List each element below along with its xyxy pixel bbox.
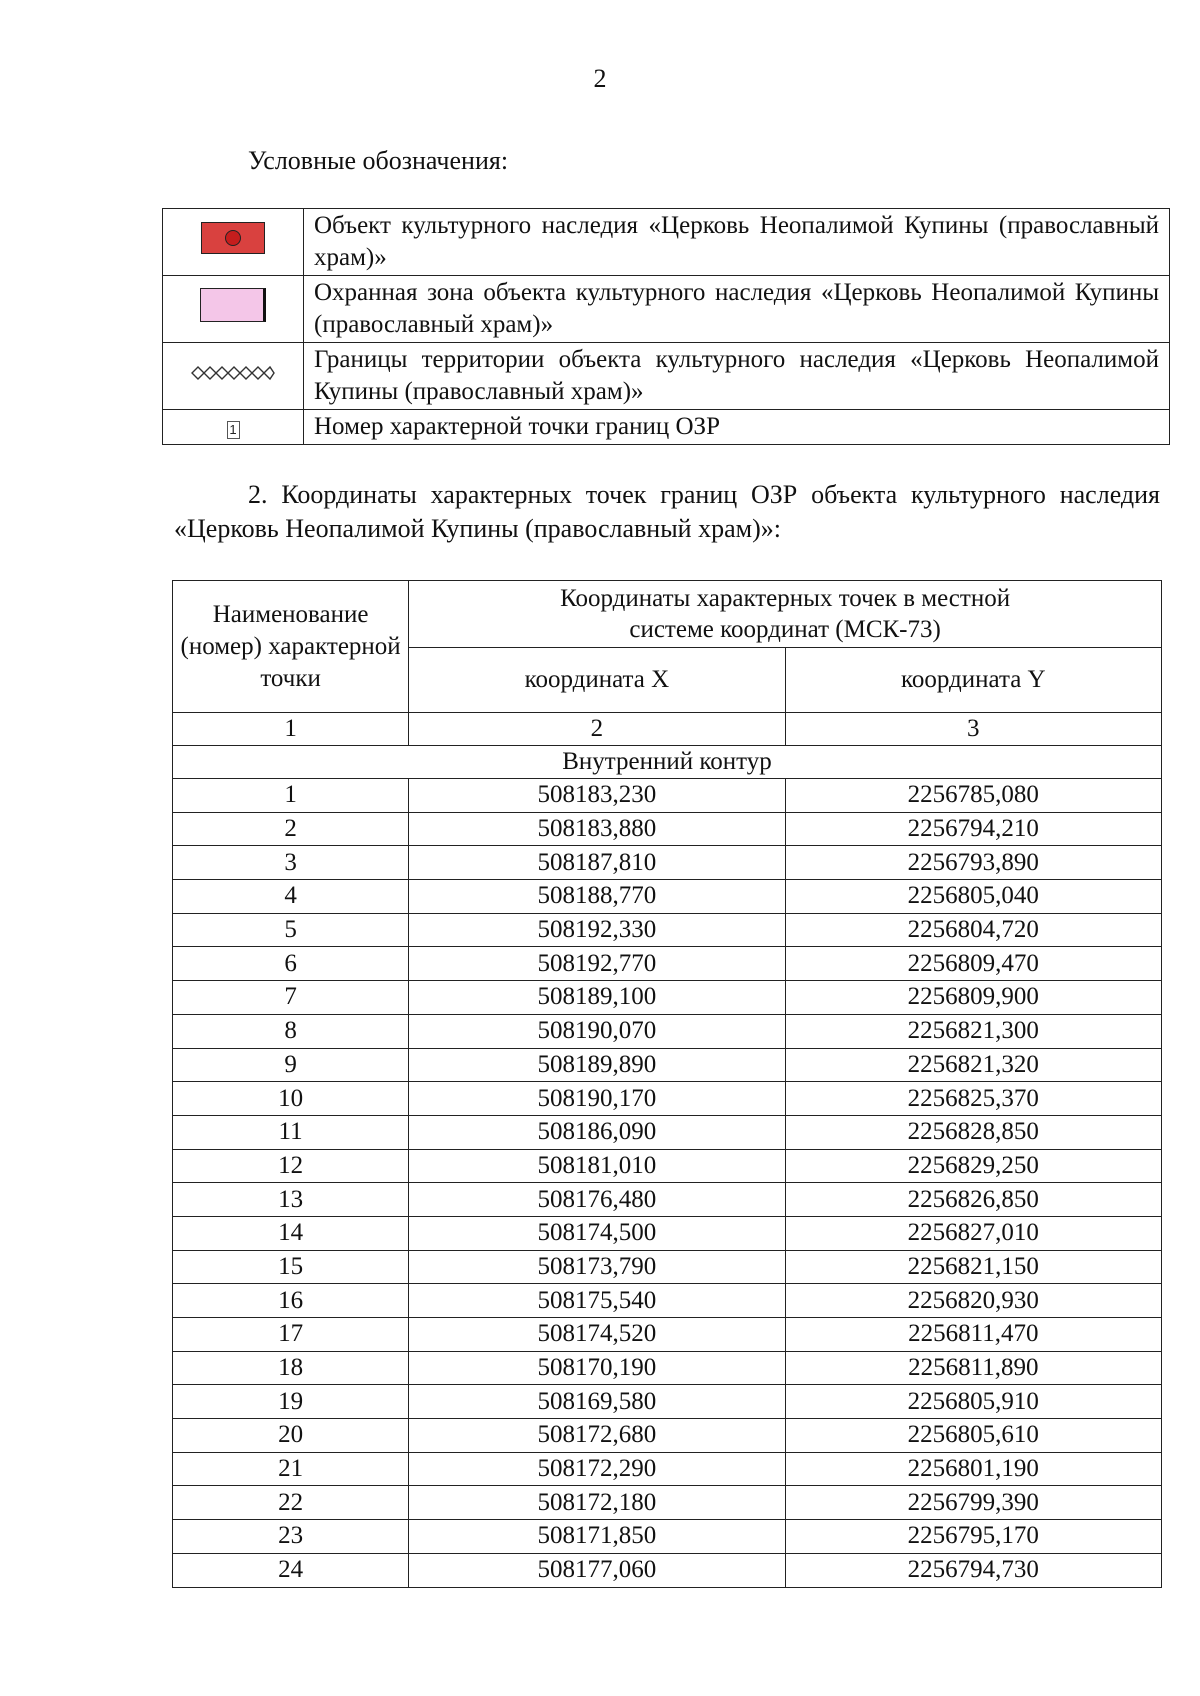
point-number-cell: 18 [173, 1351, 409, 1385]
coordinate-x-cell: 508174,500 [409, 1216, 785, 1250]
point-number-cell: 11 [173, 1115, 409, 1149]
coordinate-x-cell: 508183,230 [409, 779, 785, 813]
legend-row [163, 209, 1170, 276]
coordinate-y-cell: 2256795,170 [785, 1520, 1161, 1554]
coordinate-y-cell: 2256805,910 [785, 1385, 1161, 1419]
coordinate-x-cell: 508183,880 [409, 812, 785, 846]
coordinate-x-cell: 508169,580 [409, 1385, 785, 1419]
table-row [173, 1351, 1162, 1385]
coordinate-y-cell: 2256794,730 [785, 1553, 1161, 1587]
header-x: координата X [409, 648, 785, 713]
coordinate-y-cell: 2256809,470 [785, 947, 1161, 981]
header-y: координата Y [785, 648, 1161, 713]
table-row [173, 1520, 1162, 1554]
table-row [173, 880, 1162, 914]
coordinate-x-cell: 508192,770 [409, 947, 785, 981]
table-row [173, 1318, 1162, 1352]
dot-icon [225, 230, 241, 246]
table-row [173, 1250, 1162, 1284]
coordinate-y-cell: 2256809,900 [785, 981, 1161, 1015]
point-number-cell: 24 [173, 1553, 409, 1587]
table-row [173, 913, 1162, 947]
point-number-cell: 1 [173, 779, 409, 813]
point-number-cell: 6 [173, 947, 409, 981]
table-row [173, 1284, 1162, 1318]
coordinate-y-cell: 2256825,370 [785, 1082, 1161, 1116]
legend-row [163, 410, 1170, 445]
coordinate-x-cell: 508173,790 [409, 1250, 785, 1284]
coordinate-y-cell: 2256827,010 [785, 1216, 1161, 1250]
table-row [173, 1452, 1162, 1486]
header-point-name: Наименование (номер) характерной точки [173, 581, 409, 713]
point-number-cell: 10 [173, 1082, 409, 1116]
coordinate-x-cell: 508175,540 [409, 1284, 785, 1318]
point-number-icon: 1 [227, 421, 240, 439]
coordinate-y-cell: 2256811,890 [785, 1351, 1161, 1385]
coordinate-x-cell: 508192,330 [409, 913, 785, 947]
column-number: 2 [409, 713, 785, 746]
coordinates-table [172, 580, 1162, 1588]
coordinate-x-cell: 508172,180 [409, 1486, 785, 1520]
coordinate-y-cell: 2256804,720 [785, 913, 1161, 947]
table-row [173, 1048, 1162, 1082]
coordinate-x-cell: 508181,010 [409, 1149, 785, 1183]
coordinate-x-cell: 508189,100 [409, 981, 785, 1015]
legend-text: Границы территории объекта культурного наследия «Церковь Неопалимой Купины (православный храм)» [304, 343, 1170, 410]
point-number-cell: 13 [173, 1183, 409, 1217]
point-number-cell: 12 [173, 1149, 409, 1183]
point-number-cell: 8 [173, 1014, 409, 1048]
table-row [173, 1216, 1162, 1250]
point-number-cell: 17 [173, 1318, 409, 1352]
point-number-cell: 9 [173, 1048, 409, 1082]
table-row [173, 779, 1162, 813]
coordinate-x-cell: 508170,190 [409, 1351, 785, 1385]
coordinate-y-cell: 2256821,300 [785, 1014, 1161, 1048]
coordinate-y-cell: 2256785,080 [785, 779, 1161, 813]
coordinate-x-cell: 508188,770 [409, 880, 785, 914]
coordinate-x-cell: 508190,070 [409, 1014, 785, 1048]
table-row [173, 1486, 1162, 1520]
red-rectangle-icon [201, 222, 265, 254]
coordinate-x-cell: 508189,890 [409, 1048, 785, 1082]
coordinate-y-cell: 2256794,210 [785, 812, 1161, 846]
header-coordinates: Координаты характерных точек в местной системе координат (МСК-73) [409, 581, 1162, 648]
coordinate-y-cell: 2256805,040 [785, 880, 1161, 914]
table-row [173, 1149, 1162, 1183]
point-number-cell: 16 [173, 1284, 409, 1318]
table-row [173, 1183, 1162, 1217]
coordinate-y-cell: 2256820,930 [785, 1284, 1161, 1318]
table-row [173, 1385, 1162, 1419]
point-number-cell: 19 [173, 1385, 409, 1419]
table-row [173, 1082, 1162, 1116]
table-row [173, 1419, 1162, 1453]
point-number-cell: 2 [173, 812, 409, 846]
pink-rectangle-icon [200, 288, 266, 322]
table-row [173, 981, 1162, 1015]
coordinate-y-cell: 2256801,190 [785, 1452, 1161, 1486]
point-number-cell: 23 [173, 1520, 409, 1554]
table-row [173, 1553, 1162, 1587]
table-row [173, 947, 1162, 981]
point-number-cell: 4 [173, 880, 409, 914]
point-number-cell: 14 [173, 1216, 409, 1250]
point-number-cell: 15 [173, 1250, 409, 1284]
coordinate-y-cell: 2256811,470 [785, 1318, 1161, 1352]
coordinate-x-cell: 508171,850 [409, 1520, 785, 1554]
coordinate-y-cell: 2256821,320 [785, 1048, 1161, 1082]
table-row [173, 1014, 1162, 1048]
section-title: Внутренний контур [173, 746, 1162, 779]
coordinate-x-cell: 508186,090 [409, 1115, 785, 1149]
coordinate-y-cell: 2256793,890 [785, 846, 1161, 880]
column-number: 1 [173, 713, 409, 746]
coordinate-x-cell: 508177,060 [409, 1553, 785, 1587]
coordinate-x-cell: 508172,290 [409, 1452, 785, 1486]
legend-row [163, 343, 1170, 410]
legend-row [163, 276, 1170, 343]
table-row [173, 846, 1162, 880]
legend-title: Условные обозначения: [248, 146, 509, 175]
point-number-cell: 7 [173, 981, 409, 1015]
coordinate-y-cell: 2256799,390 [785, 1486, 1161, 1520]
point-number-cell: 22 [173, 1486, 409, 1520]
point-number-cell: 3 [173, 846, 409, 880]
legend-text: Охранная зона объекта культурного наследия «Церковь Неопалимой Купины (православный храм)» [304, 276, 1170, 343]
table-row [173, 812, 1162, 846]
legend-table [162, 208, 1170, 445]
page-number: 2 [593, 64, 607, 93]
coordinate-y-cell: 2256826,850 [785, 1183, 1161, 1217]
legend-text: Объект культурного наследия «Церковь Неопалимой Купины (православный храм)» [304, 209, 1170, 276]
coordinate-x-cell: 508190,170 [409, 1082, 785, 1116]
coordinate-y-cell: 2256805,610 [785, 1419, 1161, 1453]
coordinate-x-cell: 508174,520 [409, 1318, 785, 1352]
table-row [173, 1115, 1162, 1149]
coordinate-x-cell: 508176,480 [409, 1183, 785, 1217]
coordinate-x-cell: 508187,810 [409, 846, 785, 880]
point-number-cell: 20 [173, 1419, 409, 1453]
coordinate-rows [173, 779, 1162, 1588]
point-number-cell: 5 [173, 913, 409, 947]
coordinate-x-cell: 508172,680 [409, 1419, 785, 1453]
column-number: 3 [785, 713, 1161, 746]
coordinate-y-cell: 2256829,250 [785, 1149, 1161, 1183]
coordinate-y-cell: 2256821,150 [785, 1250, 1161, 1284]
legend-text: Номер характерной точки границ ОЗР [304, 410, 1170, 445]
chain-line-icon [190, 363, 276, 383]
coordinates-paragraph: 2. Координаты характерных точек границ ОЗР объекта культурного наследия «Церковь Неопалимой Купины (православный храм)»: [174, 480, 1160, 543]
point-number-cell: 21 [173, 1452, 409, 1486]
coordinate-y-cell: 2256828,850 [785, 1115, 1161, 1149]
